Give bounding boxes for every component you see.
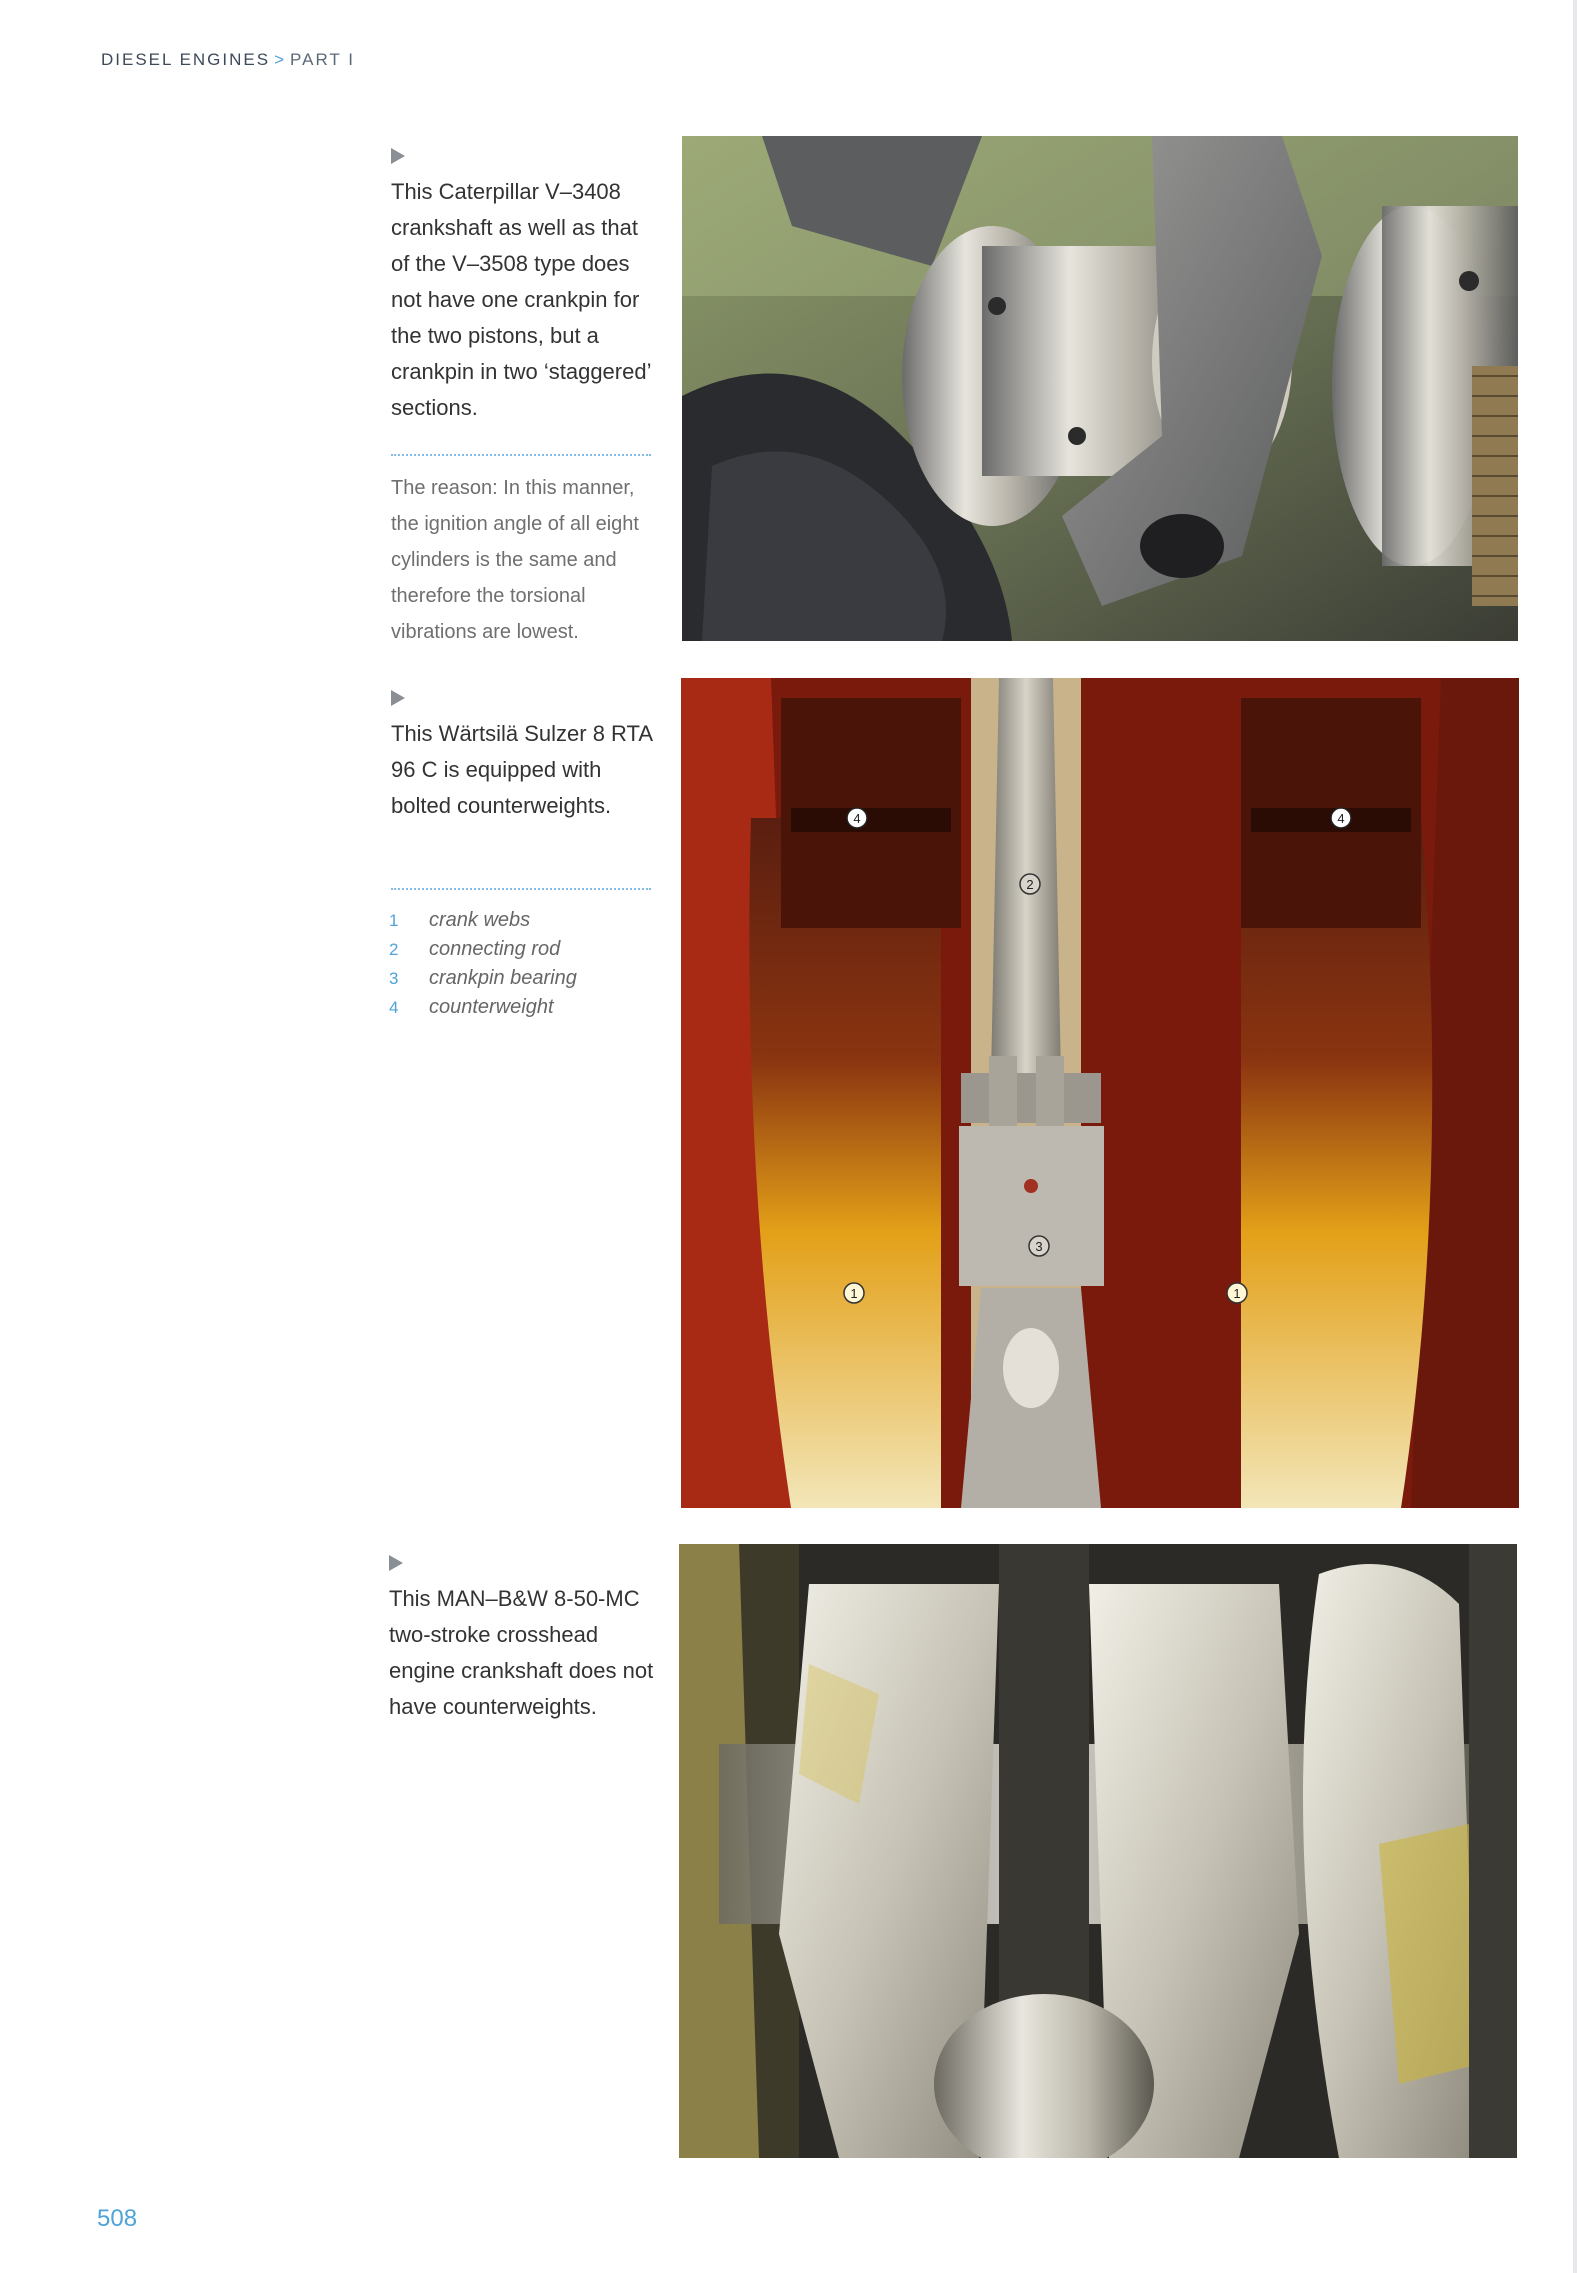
photo-caterpillar-crankshaft: [682, 136, 1518, 641]
note-reason: The reason: In this manner, the ignition angle of all eight cylinders is the same and therefore the torsional vibrations are lowest.: [391, 477, 639, 643]
caption-text: This MAN–B&W 8-50-MC two-stroke crosshead engine crankshaft does not have counterweights.: [389, 1586, 654, 1719]
divider: [391, 454, 651, 456]
caption-caterpillar: [391, 148, 661, 426]
legend-label: counterweight: [429, 996, 554, 1018]
caption-wartsila: [391, 690, 661, 824]
caption-man-bw: [389, 1555, 659, 1725]
header-part: PART I: [290, 50, 355, 69]
legend-item: [389, 935, 669, 964]
legend-item: [389, 906, 669, 935]
photo-man-bw-crankshaft: [679, 1544, 1517, 2158]
caption-text: This Caterpillar V–3408 crankshaft as well as that of the V–3508 type does not have one crankpin for the two pistons, but a crankpin in two ‘staggered’ sections.: [391, 179, 651, 420]
caption-arrow-icon: [391, 690, 405, 706]
svg-text:4: 4: [1337, 811, 1345, 826]
marker-connecting-rod: [1020, 874, 1040, 894]
legend-item: [389, 993, 669, 1022]
svg-text:1: 1: [1233, 1286, 1241, 1301]
marker-crank-web-left: [844, 1283, 864, 1303]
marker-counterweight-right: [1331, 808, 1351, 828]
header-separator: >: [274, 50, 287, 69]
running-header: [101, 50, 355, 70]
legend-item: [389, 964, 669, 993]
divider: [391, 888, 651, 890]
legend-number: 1: [389, 911, 399, 930]
svg-text:1: 1: [850, 1286, 858, 1301]
svg-text:3: 3: [1035, 1239, 1043, 1254]
legend-label: crankpin bearing: [429, 967, 577, 989]
page-edge: [1573, 0, 1577, 2273]
caption-arrow-icon: [391, 148, 405, 164]
legend-label: crank webs: [429, 909, 531, 931]
marker-crankpin-bearing: [1029, 1236, 1049, 1256]
photo-wartsila-counterweights: [681, 678, 1519, 1508]
page-number: 508: [97, 2205, 138, 2232]
legend-label: connecting rod: [429, 938, 561, 960]
marker-counterweight-left: [847, 808, 867, 828]
legend-number: 2: [389, 940, 399, 959]
svg-text:2: 2: [1026, 877, 1034, 892]
svg-text:4: 4: [853, 811, 861, 826]
legend-number: 4: [389, 998, 399, 1017]
caption-text: This Wärtsilä Sulzer 8 RTA 96 C is equipped with bolted counterweights.: [391, 721, 652, 818]
caption-arrow-icon: [389, 1555, 403, 1571]
legend-list: [389, 906, 669, 1022]
header-section: DIESEL ENGINES: [101, 50, 271, 69]
legend-number: 3: [389, 969, 399, 988]
marker-crank-web-right: [1227, 1283, 1247, 1303]
